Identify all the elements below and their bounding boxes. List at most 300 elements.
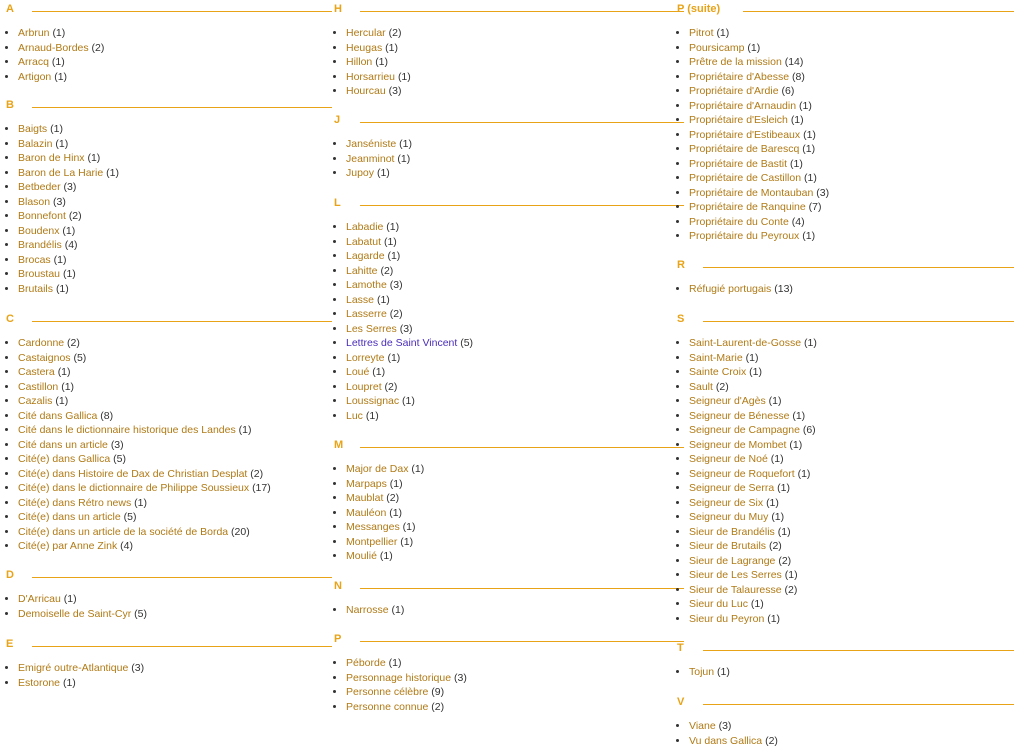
list-item — [346, 249, 676, 264]
section-header — [334, 196, 676, 210]
section-divider — [32, 321, 332, 322]
section-divider — [743, 11, 1014, 12]
tag-count: (1) — [716, 27, 729, 39]
list-item — [346, 365, 676, 380]
tag-link[interactable]: Jeanminot — [346, 153, 394, 165]
section-letter: J — [334, 113, 340, 127]
tag-count: (1) — [64, 593, 77, 605]
tag-link[interactable]: Labadie — [346, 221, 383, 233]
tag-link[interactable]: Cité(e) par Anne Zink — [18, 540, 117, 552]
tag-count: (5) — [124, 511, 137, 523]
list-item — [689, 510, 1014, 525]
list-item — [18, 481, 332, 496]
tag-link[interactable]: Mauléon — [346, 507, 386, 519]
list-item — [689, 719, 1014, 734]
tag-count: (2) — [92, 42, 105, 54]
tag-link[interactable]: Castera — [18, 366, 55, 378]
tag-list — [6, 661, 332, 690]
tag-list — [334, 656, 676, 714]
list-item — [346, 491, 676, 506]
list-item — [346, 307, 676, 322]
tag-link[interactable]: Propriétaire d'Estibeaux — [689, 129, 800, 141]
tag-link[interactable]: Lahitte — [346, 265, 378, 277]
list-item — [346, 520, 676, 535]
tag-link[interactable]: Saint-Marie — [689, 352, 743, 364]
tag-count: (1) — [802, 230, 815, 242]
tag-link[interactable]: Cité(e) dans un article — [18, 511, 121, 523]
list-item — [346, 235, 676, 250]
list-item — [346, 656, 676, 671]
tag-link[interactable]: Maublat — [346, 492, 383, 504]
tag-link[interactable]: Seigneur d'Agès — [689, 395, 766, 407]
list-item — [346, 351, 676, 366]
tag-link[interactable]: Cité(e) dans Rétro news — [18, 497, 131, 509]
tag-link[interactable]: Jupoy — [346, 167, 374, 179]
list-item — [689, 467, 1014, 482]
tag-link[interactable]: Cité dans le dictionnaire historique des Landes — [18, 424, 236, 436]
tag-link[interactable]: Sieur de Brandélis — [689, 526, 775, 538]
list-item — [346, 535, 676, 550]
section-divider — [360, 641, 684, 642]
tag-list — [677, 26, 1014, 244]
tag-link[interactable]: Propriétaire d'Ardie — [689, 85, 779, 97]
tag-link[interactable]: Janséniste — [346, 138, 396, 150]
tag-count: (2) — [389, 27, 402, 39]
list-item — [346, 380, 676, 395]
tag-count: (17) — [252, 482, 271, 494]
tag-count: (1) — [106, 167, 119, 179]
tag-count: (1) — [799, 100, 812, 112]
tag-link[interactable]: Horsarrieu — [346, 71, 395, 83]
tag-list — [6, 122, 332, 296]
list-item — [18, 467, 332, 482]
tag-count: (4) — [120, 540, 133, 552]
tag-link[interactable]: Seigneur du Muy — [689, 511, 768, 523]
list-item — [689, 481, 1014, 496]
tag-count: (1) — [387, 352, 400, 364]
tag-link[interactable]: Balazin — [18, 138, 52, 150]
tag-link[interactable]: Sieur de Brutails — [689, 540, 766, 552]
list-item — [18, 26, 332, 41]
list-item — [18, 253, 332, 268]
tag-count: (8) — [792, 71, 805, 83]
tag-link[interactable]: Propriétaire de Barescq — [689, 143, 799, 155]
tag-link[interactable]: Cité(e) dans Histoire de Dax de Christian Desplat — [18, 468, 247, 480]
list-item — [689, 539, 1014, 554]
tag-link[interactable]: Cité(e) dans Gallica — [18, 453, 110, 465]
tag-link[interactable]: Lasse — [346, 294, 374, 306]
tag-link[interactable]: Propriétaire du Peyroux — [689, 230, 799, 242]
tag-count: (1) — [802, 143, 815, 155]
tag-link[interactable]: Sainte Croix — [689, 366, 746, 378]
section-divider — [703, 321, 1014, 322]
tag-list — [334, 220, 676, 423]
list-item — [18, 607, 332, 622]
tag-link[interactable]: Cazalis — [18, 395, 52, 407]
tag-list — [677, 282, 1014, 297]
tag-link[interactable]: Blason — [18, 196, 50, 208]
tag-count: (1) — [792, 410, 805, 422]
list-item — [346, 293, 676, 308]
tag-link[interactable]: Sault — [689, 381, 713, 393]
list-item — [689, 157, 1014, 172]
section-header — [6, 637, 332, 651]
section-header — [6, 568, 332, 582]
tag-link[interactable]: Arracq — [18, 56, 49, 68]
tag-link[interactable]: D'Arricau — [18, 593, 61, 605]
tag-list — [6, 336, 332, 554]
section-p — [334, 632, 676, 714]
list-item — [346, 462, 676, 477]
tag-count: (1) — [798, 468, 811, 480]
list-item — [689, 394, 1014, 409]
section-j — [334, 113, 676, 181]
tag-count: (1) — [392, 604, 405, 616]
tag-count: (1) — [397, 153, 410, 165]
list-item — [346, 685, 676, 700]
tag-link[interactable]: Brocas — [18, 254, 51, 266]
tag-link[interactable]: Loupret — [346, 381, 382, 393]
tag-link[interactable]: Lettres de Saint Vincent — [346, 337, 457, 349]
tag-link[interactable]: Marpaps — [346, 478, 387, 490]
tag-count: (6) — [781, 85, 794, 97]
tag-link[interactable]: Personne célèbre — [346, 686, 428, 698]
list-item — [689, 336, 1014, 351]
list-item — [18, 394, 332, 409]
tag-count: (1) — [377, 294, 390, 306]
section-divider — [32, 11, 332, 12]
list-item — [18, 525, 332, 540]
list-item — [346, 549, 676, 564]
list-item — [346, 671, 676, 686]
tag-count: (1) — [400, 536, 413, 548]
tag-count: (7) — [809, 201, 822, 213]
tag-link[interactable]: Brutails — [18, 283, 53, 295]
tag-link[interactable]: Hercular — [346, 27, 386, 39]
list-item — [346, 394, 676, 409]
tag-link[interactable]: Artigon — [18, 71, 51, 83]
tag-link[interactable]: Loussignac — [346, 395, 399, 407]
section-divider — [32, 577, 332, 578]
list-item — [689, 554, 1014, 569]
tag-count: (1) — [52, 27, 65, 39]
tag-count: (1) — [771, 453, 784, 465]
tag-list — [677, 665, 1014, 680]
tag-count: (1) — [385, 42, 398, 54]
tag-link[interactable]: Arbrun — [18, 27, 50, 39]
tag-link[interactable]: Moulié — [346, 550, 377, 562]
list-item — [18, 224, 332, 239]
list-item — [689, 186, 1014, 201]
section-divider — [360, 122, 684, 123]
tag-link[interactable]: Sieur de Talauresse — [689, 584, 782, 596]
tag-count: (1) — [791, 114, 804, 126]
list-item — [18, 195, 332, 210]
list-item — [18, 282, 332, 297]
tag-link[interactable]: Saint-Laurent-de-Gosse — [689, 337, 801, 349]
list-item — [18, 423, 332, 438]
tag-count: (3) — [131, 662, 144, 674]
section-p-suite — [677, 2, 1014, 244]
tag-link[interactable]: Propriétaire de Ranquine — [689, 201, 806, 213]
list-item — [346, 137, 676, 152]
tag-link[interactable]: Messanges — [346, 521, 400, 533]
tag-count: (1) — [767, 613, 780, 625]
tag-link[interactable]: Heugas — [346, 42, 382, 54]
list-item — [18, 267, 332, 282]
tag-link[interactable]: Brandélis — [18, 239, 62, 251]
tag-count: (5) — [460, 337, 473, 349]
tag-link[interactable]: Lorreyte — [346, 352, 385, 364]
tag-link[interactable]: Seigneur de Mombet — [689, 439, 786, 451]
tag-link[interactable]: Propriétaire d'Esleich — [689, 114, 788, 126]
tag-count: (2) — [69, 210, 82, 222]
tag-link[interactable]: Vu dans Gallica — [689, 735, 762, 747]
list-item — [18, 496, 332, 511]
tag-count: (1) — [377, 167, 390, 179]
list-item — [689, 113, 1014, 128]
tag-count: (1) — [403, 521, 416, 533]
tag-link[interactable]: Baron de Hinx — [18, 152, 85, 164]
tag-link[interactable]: Arnaud-Bordes — [18, 42, 89, 54]
tag-list — [334, 462, 676, 564]
tag-link[interactable]: Cité(e) dans un article de la société de Borda — [18, 526, 228, 538]
section-divider — [32, 107, 332, 108]
section-header — [6, 312, 332, 326]
tag-count: (2) — [385, 381, 398, 393]
section-letter: M — [334, 438, 343, 452]
list-item — [689, 41, 1014, 56]
list-item — [18, 510, 332, 525]
tag-link[interactable]: Baron de La Harie — [18, 167, 103, 179]
tag-count: (1) — [386, 221, 399, 233]
tag-link[interactable]: Sieur du Luc — [689, 598, 748, 610]
tag-count: (1) — [372, 366, 385, 378]
tag-link[interactable]: Montpellier — [346, 536, 397, 548]
tag-link[interactable]: Seigneur de Bénesse — [689, 410, 789, 422]
tag-link[interactable]: Labatut — [346, 236, 381, 248]
tag-count: (1) — [771, 511, 784, 523]
tag-count: (1) — [402, 395, 415, 407]
section-header — [677, 258, 1014, 272]
tag-count: (1) — [803, 129, 816, 141]
list-item — [689, 55, 1014, 70]
tag-count: (1) — [390, 478, 403, 490]
tag-link[interactable]: Propriétaire de Castillon — [689, 172, 801, 184]
tag-count: (6) — [803, 424, 816, 436]
tag-count: (4) — [792, 216, 805, 228]
section-header — [6, 98, 332, 112]
tag-count: (1) — [55, 395, 68, 407]
tag-count: (1) — [58, 366, 71, 378]
tag-link[interactable]: Emigré outre-Atlantique — [18, 662, 128, 674]
tag-count: (14) — [785, 56, 804, 68]
tag-count: (2) — [250, 468, 263, 480]
section-divider — [703, 267, 1014, 268]
tag-link[interactable]: Betbeder — [18, 181, 61, 193]
tag-link[interactable]: Castillon — [18, 381, 58, 393]
list-item — [346, 278, 676, 293]
section-divider — [360, 11, 684, 12]
tag-link[interactable]: Sieur du Peyron — [689, 613, 764, 625]
section-divider — [703, 650, 1014, 651]
section-a — [6, 2, 332, 84]
section-header — [334, 2, 676, 16]
tag-link[interactable]: Seigneur de Campagne — [689, 424, 800, 436]
tag-link[interactable]: Sieur de Les Serres — [689, 569, 782, 581]
list-item — [18, 238, 332, 253]
tag-count: (2) — [778, 555, 791, 567]
list-item — [18, 336, 332, 351]
tag-link[interactable]: Hillon — [346, 56, 372, 68]
section-header — [334, 632, 676, 646]
section-letter: S — [677, 312, 684, 326]
tag-link[interactable]: Boudenx — [18, 225, 59, 237]
list-item — [689, 229, 1014, 244]
section-r — [677, 258, 1014, 297]
section-header — [334, 438, 676, 452]
tag-link[interactable]: Les Serres — [346, 323, 397, 335]
list-item — [18, 70, 332, 85]
tag-link[interactable]: Propriétaire du Conte — [689, 216, 789, 228]
tag-count: (1) — [55, 138, 68, 150]
list-item — [689, 26, 1014, 41]
tag-link[interactable]: Lagarde — [346, 250, 385, 262]
section-s — [677, 312, 1014, 626]
tag-count: (2) — [67, 337, 80, 349]
tag-link[interactable]: Hourcau — [346, 85, 386, 97]
section-header — [677, 2, 1014, 16]
tag-link[interactable]: Personne connue — [346, 701, 428, 713]
list-item — [346, 603, 676, 618]
tag-link[interactable]: Luc — [346, 410, 363, 422]
tag-count: (1) — [54, 71, 67, 83]
tag-link[interactable]: Seigneur de Roquefort — [689, 468, 795, 480]
tag-count: (1) — [375, 56, 388, 68]
tag-link[interactable]: Réfugié portugais — [689, 283, 771, 295]
list-item — [689, 452, 1014, 467]
tag-count: (3) — [816, 187, 829, 199]
list-item — [18, 122, 332, 137]
tag-list — [334, 603, 676, 618]
tag-link[interactable]: Seigneur de Six — [689, 497, 763, 509]
tag-count: (1) — [769, 395, 782, 407]
list-item — [18, 380, 332, 395]
tag-link[interactable]: Propriétaire d'Arnaudin — [689, 100, 796, 112]
list-item — [346, 55, 676, 70]
list-item — [689, 438, 1014, 453]
tag-link[interactable]: Lasserre — [346, 308, 387, 320]
tag-count: (1) — [778, 526, 791, 538]
section-t — [677, 641, 1014, 680]
tag-count: (3) — [389, 85, 402, 97]
list-item — [689, 70, 1014, 85]
tag-link[interactable]: Cité dans Gallica — [18, 410, 97, 422]
section-divider — [360, 205, 684, 206]
list-item — [689, 568, 1014, 583]
tag-link[interactable]: Tojun — [689, 666, 714, 678]
tag-link[interactable]: Propriétaire de Montauban — [689, 187, 813, 199]
list-item — [689, 612, 1014, 627]
tag-link[interactable]: Propriétaire d'Abesse — [689, 71, 789, 83]
list-item — [18, 409, 332, 424]
tag-link[interactable]: Seigneur de Noé — [689, 453, 768, 465]
tag-link[interactable]: Baigts — [18, 123, 47, 135]
tag-link[interactable]: Viane — [689, 720, 716, 732]
tag-count: (4) — [65, 239, 78, 251]
list-item — [689, 423, 1014, 438]
tag-list — [334, 26, 676, 99]
tag-link[interactable]: Seigneur de Serra — [689, 482, 774, 494]
tag-link[interactable]: Cité dans un article — [18, 439, 108, 451]
tag-link[interactable]: Prêtre de la mission — [689, 56, 782, 68]
tag-count: (2) — [785, 584, 798, 596]
section-divider — [32, 646, 332, 647]
tag-link[interactable]: Estorone — [18, 677, 60, 689]
section-letter: D — [6, 568, 14, 582]
tag-link[interactable]: Loué — [346, 366, 369, 378]
tag-link[interactable]: Sieur de Lagrange — [689, 555, 775, 567]
list-item — [689, 99, 1014, 114]
tag-count: (1) — [56, 283, 69, 295]
tag-link[interactable]: Narrosse — [346, 604, 389, 616]
section-divider — [360, 447, 684, 448]
tag-count: (1) — [785, 569, 798, 581]
tag-link[interactable]: Cardonne — [18, 337, 64, 349]
list-item — [689, 583, 1014, 598]
tag-link[interactable]: Poursicamp — [689, 42, 744, 54]
tag-link[interactable]: Cité(e) dans le dictionnaire de Philippe Soussieux — [18, 482, 249, 494]
list-item — [346, 700, 676, 715]
section-header — [334, 579, 676, 593]
section-letter: V — [677, 695, 684, 709]
list-item — [689, 380, 1014, 395]
section-b — [6, 98, 332, 296]
tag-count: (1) — [380, 550, 393, 562]
tag-link[interactable]: Personnage historique — [346, 672, 451, 684]
tag-link[interactable]: Demoiselle de Saint-Cyr — [18, 608, 131, 620]
list-item — [18, 209, 332, 224]
list-item — [346, 477, 676, 492]
list-item — [346, 220, 676, 235]
section-v — [677, 695, 1014, 748]
tag-link[interactable]: Major de Dax — [346, 463, 408, 475]
list-item — [689, 128, 1014, 143]
list-item — [346, 41, 676, 56]
tag-link[interactable]: Péborde — [346, 657, 386, 669]
tag-link[interactable]: Castaignos — [18, 352, 71, 364]
tag-count: (1) — [804, 172, 817, 184]
tag-link[interactable]: Lamothe — [346, 279, 387, 291]
tag-link[interactable]: Bonnefont — [18, 210, 66, 222]
section-letter: H — [334, 2, 342, 16]
list-item — [346, 322, 676, 337]
section-header — [677, 641, 1014, 655]
list-item — [346, 409, 676, 424]
tag-count: (2) — [386, 492, 399, 504]
list-item — [689, 597, 1014, 612]
tag-link[interactable]: Pitrot — [689, 27, 714, 39]
list-item — [18, 351, 332, 366]
section-c — [6, 312, 332, 554]
list-item — [689, 665, 1014, 680]
tag-link[interactable]: Propriétaire de Bastit — [689, 158, 787, 170]
tag-count: (8) — [100, 410, 113, 422]
section-header — [677, 695, 1014, 709]
tag-count: (1) — [61, 381, 74, 393]
tag-list — [6, 592, 332, 621]
tag-link[interactable]: Broustau — [18, 268, 60, 280]
